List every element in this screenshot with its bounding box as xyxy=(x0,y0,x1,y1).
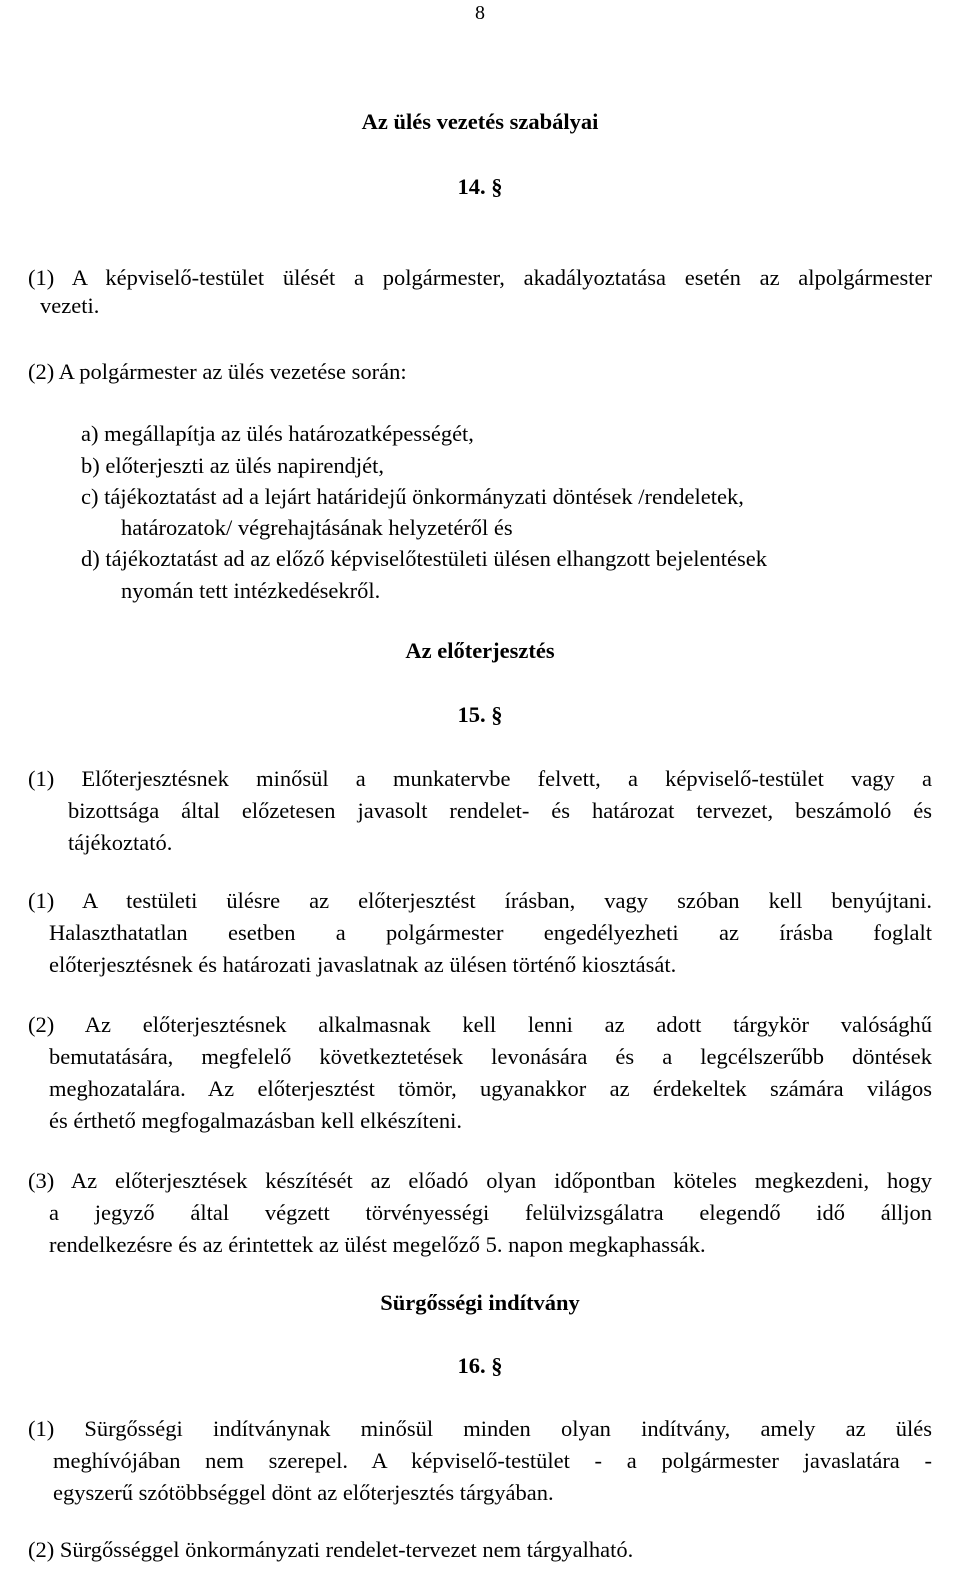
paragraph-2-intro: (2) A polgármester az ülés vezetése során: xyxy=(28,359,407,384)
text-line: rendelkezésre és az érintettek az ülést megelőző 5. napon megkaphassák. xyxy=(49,1232,706,1257)
page-number: 8 xyxy=(475,2,485,24)
paragraph xyxy=(28,1009,932,1137)
text-line: a jegyző által végzett törvényességi felülvizsgálatra elegendő idő álljon xyxy=(49,1200,932,1225)
text-line: bizottsága által előzetesen javasolt rendelet- és határozat tervezet, beszámoló és xyxy=(68,798,932,823)
text-line: Halaszthatatlan esetben a polgármester engedélyezheti az írásba foglalt xyxy=(49,920,932,945)
text-line: (1) A képviselő-testület ülését a polgármester, akadályoztatása esetén az alpolgármester xyxy=(28,265,932,290)
text-line: (3) Az előterjesztések készítését az előadó olyan időpontban köteles megkezdeni, hogy xyxy=(28,1168,932,1193)
text-line: egyszerű szótöbbséggel dönt az előterjesztés tárgyában. xyxy=(53,1480,554,1505)
paragraph-1 xyxy=(28,265,932,319)
list-item: d) tájékoztatást ad az előző képviselőtestületi ülésen elhangzott bejelentések xyxy=(81,546,767,571)
paragraph-number: 14. § xyxy=(457,174,503,199)
text-line: (1) Előterjesztésnek minősül a munkatervbe felvett, a képviselő-testület vagy a xyxy=(28,766,932,791)
text-line: bemutatására, megfelelő következtetések levonására és a legcélszerűbb döntések xyxy=(49,1044,932,1069)
section-heading: Az ülés vezetés szabályai xyxy=(361,109,599,134)
text-line: és érthető megfogalmazásban kell elkészíteni. xyxy=(49,1108,462,1133)
paragraph xyxy=(28,763,932,859)
text-line: meghozatalára. Az előterjesztést tömör, ugyanakkor az érdekeltek számára világos xyxy=(49,1076,932,1101)
paragraph xyxy=(28,1413,932,1509)
text-line: tájékoztató. xyxy=(68,830,173,855)
paragraph: (2) Sürgősséggel önkormányzati rendelet-tervezet nem tárgyalható. xyxy=(28,1537,634,1562)
text-line: előterjesztésnek és határozati javaslatnak az ülésen történő kiosztását. xyxy=(49,952,677,977)
text-line: (2) Az előterjesztésnek alkalmasnak kell lenni az adott tárgykör valósághű xyxy=(28,1012,932,1037)
paragraph-number: 16. § xyxy=(457,1353,503,1378)
list-item-continuation: nyomán tett intézkedésekről. xyxy=(121,578,381,603)
paragraph xyxy=(28,885,932,981)
paragraph-number: 15. § xyxy=(457,702,503,727)
list-item: a) megállapítja az ülés határozatképességét, xyxy=(81,421,474,446)
section-heading: Sürgősségi indítvány xyxy=(380,1290,580,1315)
list-item-continuation: határozatok/ végrehajtásának helyzetéről és xyxy=(121,515,513,540)
section-heading: Az előterjesztés xyxy=(405,638,555,663)
list-item: b) előterjeszti az ülés napirendjét, xyxy=(81,453,384,478)
text-line: (1) A testületi ülésre az előterjesztést írásban, vagy szóban kell benyújtani. xyxy=(28,888,932,913)
list-item: c) tájékoztatást ad a lejárt határidejű önkormányzati döntések /rendeletek, xyxy=(81,484,744,509)
text-line: meghívójában nem szerepel. A képviselő-testület - a polgármester javaslatára - xyxy=(53,1448,932,1473)
text-line: vezeti. xyxy=(40,293,100,318)
text-line: (1) Sürgősségi indítványnak minősül minden olyan indítvány, amely az ülés xyxy=(28,1416,932,1441)
paragraph xyxy=(28,1165,932,1261)
